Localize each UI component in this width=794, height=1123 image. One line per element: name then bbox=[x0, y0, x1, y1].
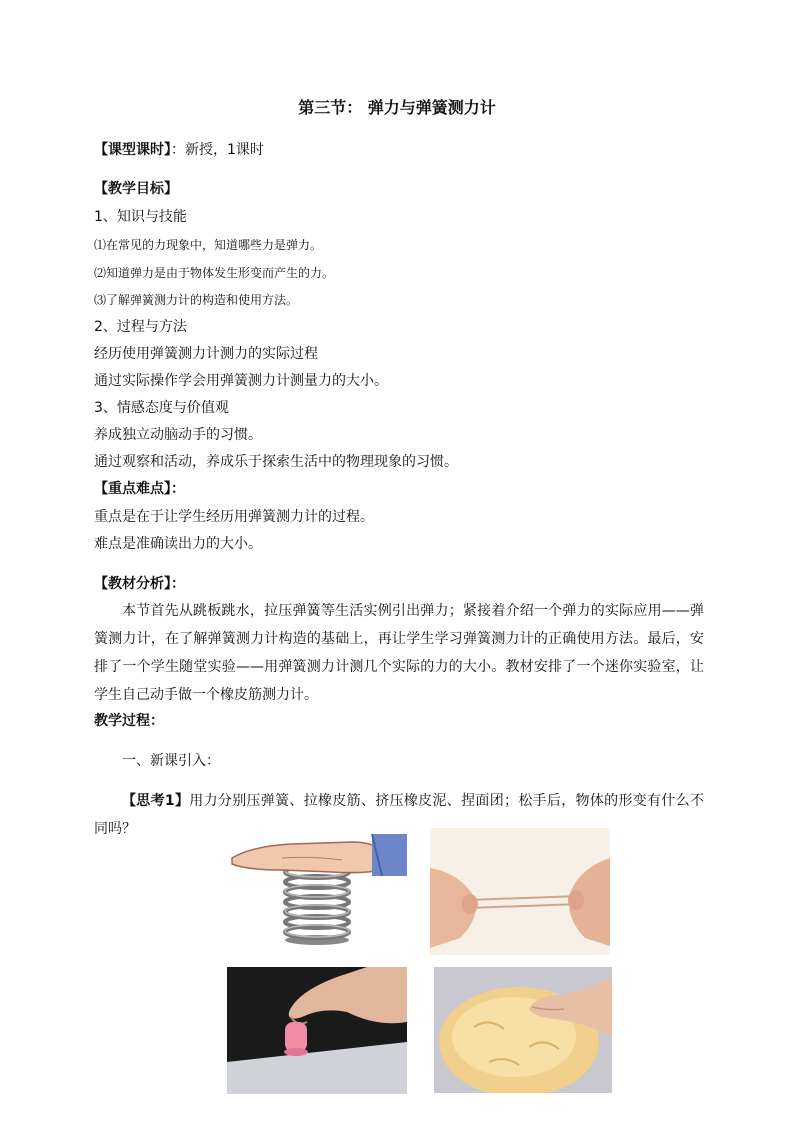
intro-heading: 一、新课引入： bbox=[122, 753, 220, 769]
objective-item: ⑶了解弹簧测力计的构造和使用方法。 bbox=[94, 293, 299, 307]
rubber-band-photo bbox=[430, 828, 610, 955]
objective-section-3-title: 3、情感态度与价值观 bbox=[94, 400, 229, 416]
key-point-item: 重点是在于让学生经历用弹簧测力计的过程。 bbox=[94, 509, 374, 525]
objective-item: 通过观察和活动，养成乐于探索生活中的物理现象的习惯。 bbox=[94, 454, 458, 470]
process-heading: 教学过程： bbox=[94, 713, 164, 729]
dough-squeeze-photo bbox=[434, 967, 612, 1093]
course-type-value: ：新授，1课时 bbox=[171, 142, 264, 158]
analysis-heading: 【教材分析】： bbox=[94, 576, 185, 592]
key-points-heading: 【重点难点】： bbox=[94, 481, 185, 497]
page-title: 第三节： 弹力与弹簧测力计 bbox=[298, 98, 496, 117]
key-point-item: 难点是准确读出力的大小。 bbox=[94, 536, 262, 552]
objectives-heading: 【教学目标】 bbox=[94, 181, 178, 197]
spring-press-photo bbox=[222, 828, 407, 958]
objective-section-1-title: 1、知识与技能 bbox=[94, 209, 187, 225]
course-type-line bbox=[94, 141, 264, 159]
clay-press-photo bbox=[227, 967, 407, 1094]
objective-item: 通过实际操作学会用弹簧测力计测量力的大小。 bbox=[94, 373, 388, 389]
think-label: 【思考1】 bbox=[122, 793, 190, 809]
objective-section-2-title: 2、过程与方法 bbox=[94, 319, 187, 335]
objective-item: 经历使用弹簧测力计测力的实际过程 bbox=[94, 346, 318, 362]
course-type-label: 【课型课时】 bbox=[94, 142, 171, 158]
analysis-paragraph: 本节首先从跳板跳水，拉压弹簧等生活实例引出弹力；紧接着介绍一个弹力的实际应用——弹簧测力计，在了解弹簧测力计构造的基础上，再让学生学习弹簧测力计的正确使用方法。最后，安排了一个学生随堂实验——用弹簧测力计测几个实际的力的大小。教材安排了一个迷你实验室，让学生自己动手做一个橡皮筋测力计。 bbox=[94, 603, 704, 703]
objective-item: 养成独立动脑动手的习惯。 bbox=[94, 427, 262, 443]
think-text: 用力分别压弹簧、拉橡皮筋、挤压橡皮泥、捏面团；松手后，物体的形变有什么不同吗？ bbox=[94, 793, 704, 837]
objective-item: ⑵知道弹力是由于物体发生形变而产生的力。 bbox=[94, 266, 335, 280]
objective-item: ⑴在常见的力现象中，知道哪些力是弹力。 bbox=[94, 238, 323, 252]
